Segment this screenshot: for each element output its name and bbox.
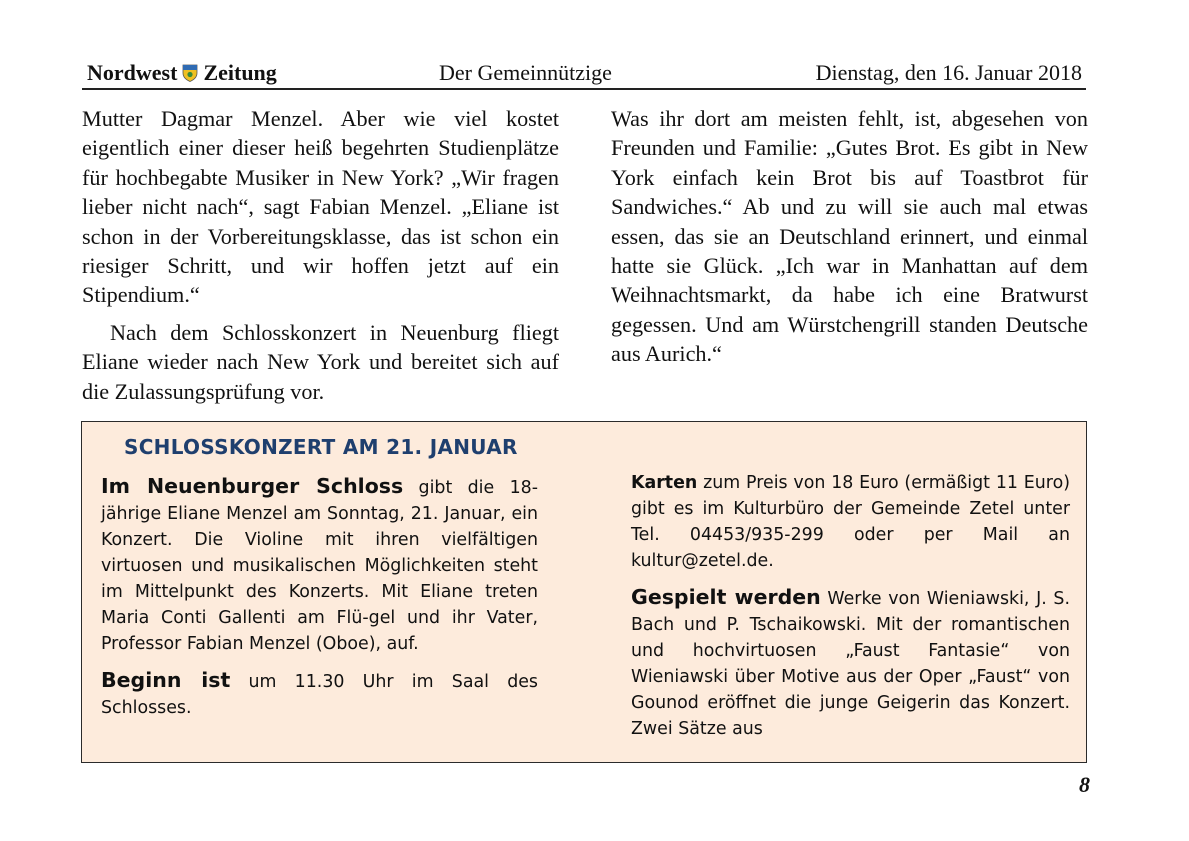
- section-title: Der Gemeinnützige: [439, 60, 612, 85]
- article-paragraph: Was ihr dort am meisten fehlt, ist, abgesehen von Freunden und Familie: „Gutes Brot. Es gibt in New York einfach kein Brot bis auf Toastbrot für Sandwiches.“ Ab und zu will sie auch mal etwas essen, das sie an Deutschland erinnert, und einmal hatte sie Glück. „Ich war in Manhattan auf dem Weihnachtsmarkt, da habe ich eine Bratwurst gegessen. Und am Würstchengrill standen Deutsche aus Aurich.“: [611, 106, 1088, 367]
- info-paragraph: [101, 667, 538, 721]
- info-text: um 11.30 Uhr im Saal des Schlosses.: [101, 672, 538, 718]
- info-paragraph: [631, 584, 1070, 742]
- newspaper-masthead: [87, 60, 277, 86]
- page-header: [82, 58, 1086, 90]
- article-column-right: [611, 104, 1088, 369]
- info-box-column-right: [631, 470, 1070, 742]
- info-paragraph: [631, 470, 1070, 574]
- info-text: Werke von Wieniawski, J. S. Bach und P. Tschaikowski. Mit der romantischen und hochvirtuosen „Faust Fantasie“ von Wieniawski über Motive aus der Oper „Faust“ von Gounod eröffnet die junge Geigerin das Konzert. Zwei Sätze aus: [631, 589, 1071, 739]
- masthead-word-right: Zeitung: [203, 60, 277, 85]
- info-box-title: SCHLOSSKONZERT AM 21. JANUAR: [124, 435, 518, 459]
- coat-of-arms-icon: [182, 64, 198, 82]
- article-paragraph: Nach dem Schlosskonzert in Neuenburg fliegt Eliane wieder nach New York und bereitet sich auf die Zulassungsprüfung vor.: [82, 319, 559, 404]
- info-lead: Beginn ist: [101, 668, 231, 692]
- masthead-word-left: Nordwest: [87, 60, 178, 85]
- info-box-column-left: [101, 473, 538, 721]
- info-text: zum Preis von 18 Euro (ermäßigt 11 Euro) gibt es im Kulturbüro der Gemeinde Zetel unter Tel. 04453/935-299 oder per Mail an kultur@zetel.de.: [631, 473, 1070, 571]
- info-lead: Gespielt werden: [631, 585, 821, 609]
- info-lead: Karten: [631, 473, 698, 493]
- concert-info-box: [81, 421, 1087, 763]
- info-lead: Im Neuenburger Schloss: [101, 474, 404, 498]
- issue-date: Dienstag, den 16. Januar 2018: [815, 60, 1082, 85]
- page-number: 8: [1079, 772, 1090, 797]
- info-paragraph: [101, 473, 538, 657]
- article-paragraph: Mutter Dagmar Menzel. Aber wie viel kostet eigentlich einer dieser heiß begehrten Studienplätze für hochbegabte Musiker in New York? „Wir fragen lieber nicht nach“, sagt Fabian Menzel. „Eliane ist schon in der Vorbereitungsklasse, das ist schon ein riesiger Schritt, und wir hoffen jetzt auf ein Stipendium.“: [82, 106, 559, 308]
- article-column-left: [82, 104, 559, 406]
- info-text: gibt die 18-jährige Eliane Menzel am Sonntag, 21. Januar, ein Konzert. Die Violine mit ihren vielfältigen virtuosen und musikalischen Möglichkeiten steht im Mittelpunkt des Konzerts. Mit Eliane treten Maria Conti Gallenti am Flü-gel und ihr Vater, Professor Fabian Menzel (Oboe), auf.: [101, 478, 538, 654]
